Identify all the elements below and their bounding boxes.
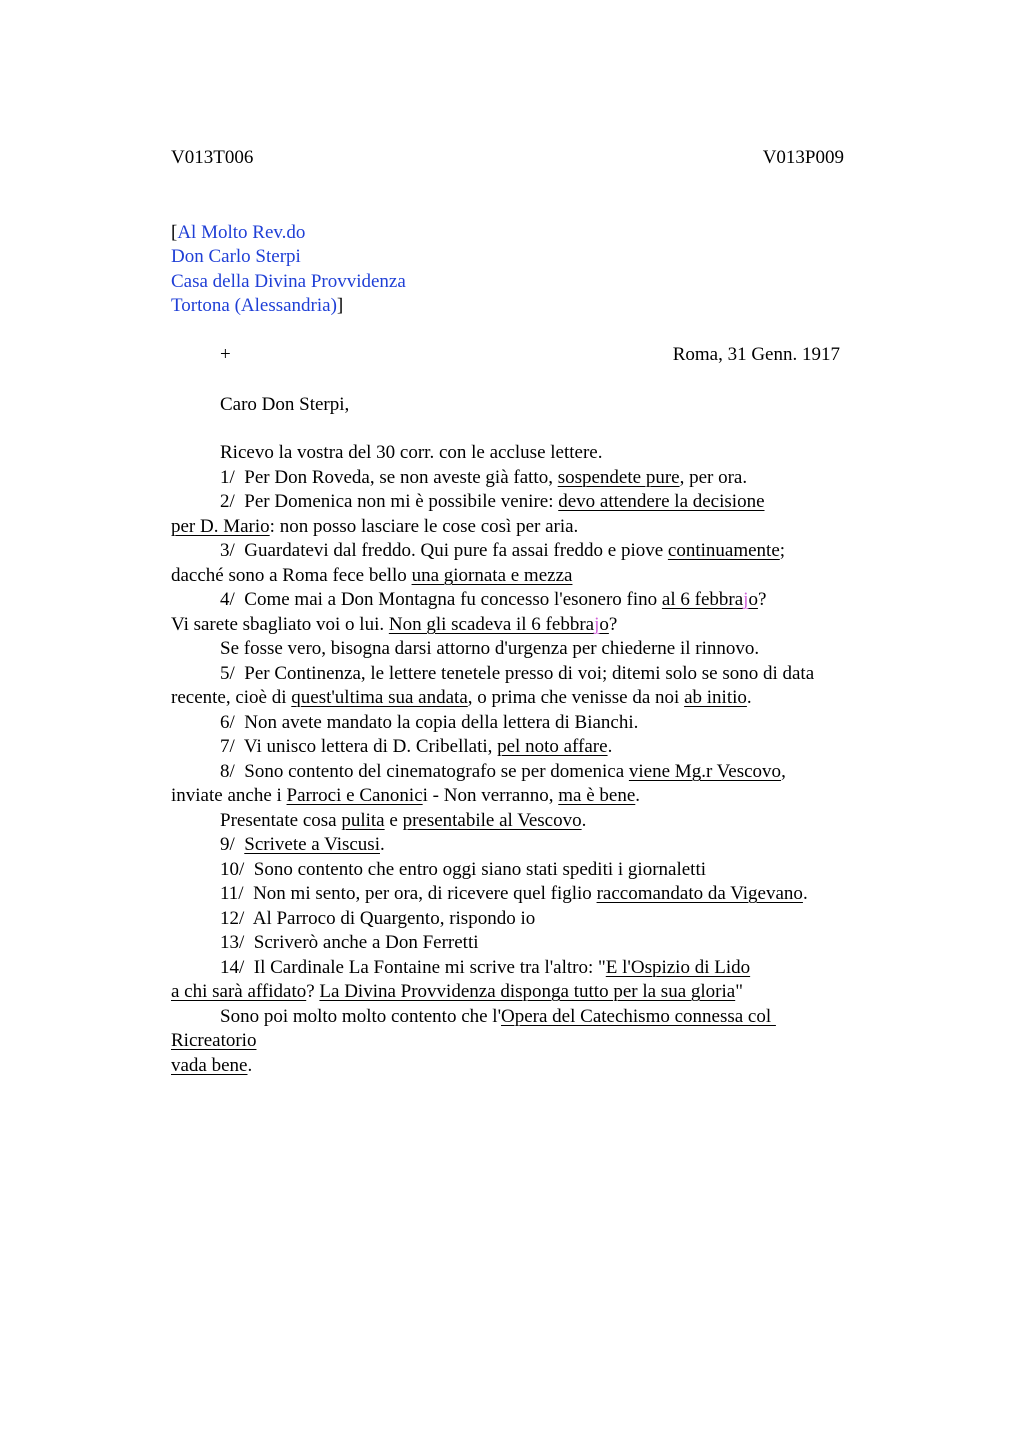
- header-right-code: V013P009: [762, 147, 844, 168]
- text-segment: ?: [608, 614, 618, 635]
- underlined-text: devo attendere la decisione: [558, 491, 765, 512]
- underlined-text: presentabile al Vescovo: [402, 810, 582, 831]
- text-segment: 4/ Come mai a Don Montagna fu concesso l'esonero fino: [220, 589, 662, 610]
- underlined-text: j: [743, 589, 749, 610]
- underlined-text: al 6 febbra: [661, 589, 744, 610]
- body-line: [171, 686, 752, 710]
- letter-date: Roma, 31 Genn. 1917: [672, 344, 840, 365]
- text-segment: .: [607, 736, 613, 757]
- text-segment: ?: [757, 589, 767, 610]
- underlined-text: viene Mg.r Vescovo: [628, 761, 782, 782]
- text-segment: , o prima che venisse da noi: [467, 687, 685, 708]
- address-line-2: Don Carlo Sterpi: [171, 246, 301, 267]
- body-line: [220, 637, 759, 661]
- address-open-bracket: [: [171, 222, 178, 243]
- body-line: [171, 564, 572, 588]
- body-line: [220, 539, 785, 563]
- text-segment: 6/ Non avete mandato la copia della lettera di Bianchi.: [220, 712, 639, 733]
- underlined-text: quest'ultima sua andata: [291, 687, 468, 708]
- underlined-text: vada bene: [171, 1055, 248, 1076]
- text-segment: Se fosse vero, bisogna darsi attorno d'urgenza per chiederne il rinnovo.: [220, 638, 760, 659]
- underlined-text: La Divina Provvidenza disponga tutto per la sua gloria: [319, 981, 736, 1002]
- text-segment: 12/ Al Parroco di Quargento, rispondo io: [220, 908, 536, 929]
- text-segment: 5/ Per Continenza, le lettere tenetele presso di voi; ditemi solo se sono di data: [220, 663, 815, 684]
- text-segment: ;: [779, 540, 786, 561]
- body-line: [220, 1005, 776, 1029]
- body-line: [171, 515, 578, 539]
- text-segment: ": [735, 981, 743, 1002]
- underlined-text: sospendete pure: [557, 467, 680, 488]
- underlined-text: Ricreatorio: [171, 1030, 257, 1051]
- text-segment: recente, cioè di: [171, 687, 292, 708]
- address-line-3: Casa della Divina Provvidenza: [171, 271, 406, 292]
- body-line: [220, 858, 706, 882]
- underlined-text: raccomandato da Vigevano: [596, 883, 803, 904]
- text-segment: 14/ Il Cardinale La Fontaine mi scrive tra l'altro: ": [220, 957, 606, 978]
- text-segment: 13/ Scriverò anche a Don Ferretti: [220, 932, 479, 953]
- text-segment: 8/ Sono contento del cinematografo se per domenica: [220, 761, 629, 782]
- body-line: [220, 662, 814, 686]
- underlined-text: pulita: [341, 810, 385, 831]
- text-segment: dacché sono a Roma fece bello: [171, 565, 412, 586]
- text-segment: : non posso lasciare le cose così per aria.: [269, 516, 579, 537]
- text-segment: .: [746, 687, 752, 708]
- text-segment: 7/ Vi unisco lettera di D. Cribellati,: [220, 736, 498, 757]
- underlined-text: j: [594, 614, 600, 635]
- underlined-text: continuamente: [667, 540, 780, 561]
- text-segment: .: [802, 883, 808, 904]
- text-segment: , per ora.: [679, 467, 748, 488]
- underlined-text: pel noto affare: [497, 736, 608, 757]
- body-line: [220, 882, 808, 906]
- body-line: [220, 907, 535, 931]
- underlined-text: a chi sarà affidato: [171, 981, 307, 1002]
- text-segment: .: [247, 1055, 253, 1076]
- text-segment: e: [384, 810, 403, 831]
- body-line: [220, 441, 602, 465]
- cross-symbol: +: [220, 344, 231, 365]
- underlined-text: una giornata e mezza: [411, 565, 573, 586]
- underlined-text: Non gli scadeva il 6 febbra: [388, 614, 595, 635]
- text-segment: .: [581, 810, 587, 831]
- underlined-text: o: [599, 614, 609, 635]
- underlined-text: Opera del Catechismo connessa col: [501, 1006, 776, 1027]
- text-segment: 1/ Per Don Roveda, se non aveste già fatto,: [220, 467, 558, 488]
- text-segment: 10/ Sono contento che entro oggi siano stati spediti i giornaletti: [220, 859, 707, 880]
- body-line: [220, 735, 612, 759]
- text-segment: inviate anche i: [171, 785, 287, 806]
- text-segment: Sono poi molto molto contento che l': [220, 1006, 502, 1027]
- body-line: [220, 931, 479, 955]
- body-line: [171, 1054, 252, 1078]
- underlined-text: E l'Ospizio di Lido: [605, 957, 751, 978]
- text-segment: 3/ Guardatevi dal freddo. Qui pure fa assai freddo e piove: [220, 540, 668, 561]
- body-line: [220, 466, 747, 490]
- underlined-text: ma è bene: [558, 785, 636, 806]
- text-segment: Ricevo la vostra del 30 corr. con le accluse lettere.: [220, 442, 603, 463]
- underlined-text: ab initio: [684, 687, 747, 708]
- body-line: [171, 980, 743, 1004]
- salutation: Caro Don Sterpi,: [220, 394, 350, 415]
- text-segment: .: [635, 785, 641, 806]
- body-line: [220, 833, 385, 857]
- body-line: [171, 613, 617, 637]
- text-segment: ,: [781, 761, 786, 782]
- underlined-text: o: [748, 589, 758, 610]
- text-segment: 9/: [220, 834, 245, 855]
- underlined-text: Parroci e Canonic: [286, 785, 423, 806]
- body-line: [220, 588, 766, 612]
- text-segment: 11/ Non mi sento, per ora, di ricevere quel figlio: [220, 883, 597, 904]
- body-line: [220, 809, 586, 833]
- address-line-1: Al Molto Rev.do: [177, 222, 306, 243]
- body-line: [220, 490, 765, 514]
- body-line: [220, 711, 638, 735]
- body-line: [171, 784, 640, 808]
- text-segment: i - Non verranno,: [422, 785, 559, 806]
- body-line: [171, 1029, 256, 1053]
- text-segment: Vi sarete sbagliato voi o lui.: [171, 614, 389, 635]
- body-line: [220, 956, 750, 980]
- header-left-code: V013T006: [171, 147, 254, 168]
- body-line: [220, 760, 786, 784]
- address-close-bracket: ]: [336, 295, 344, 316]
- text-segment: 2/ Per Domenica non mi è possibile venire:: [220, 491, 559, 512]
- underlined-text: per D. Mario: [171, 516, 270, 537]
- text-segment: ?: [306, 981, 320, 1002]
- text-segment: .: [379, 834, 385, 855]
- text-segment: Presentate cosa: [220, 810, 342, 831]
- address-line-4: Tortona (Alessandria): [171, 295, 337, 316]
- underlined-text: Scrivete a Viscusi: [244, 834, 380, 855]
